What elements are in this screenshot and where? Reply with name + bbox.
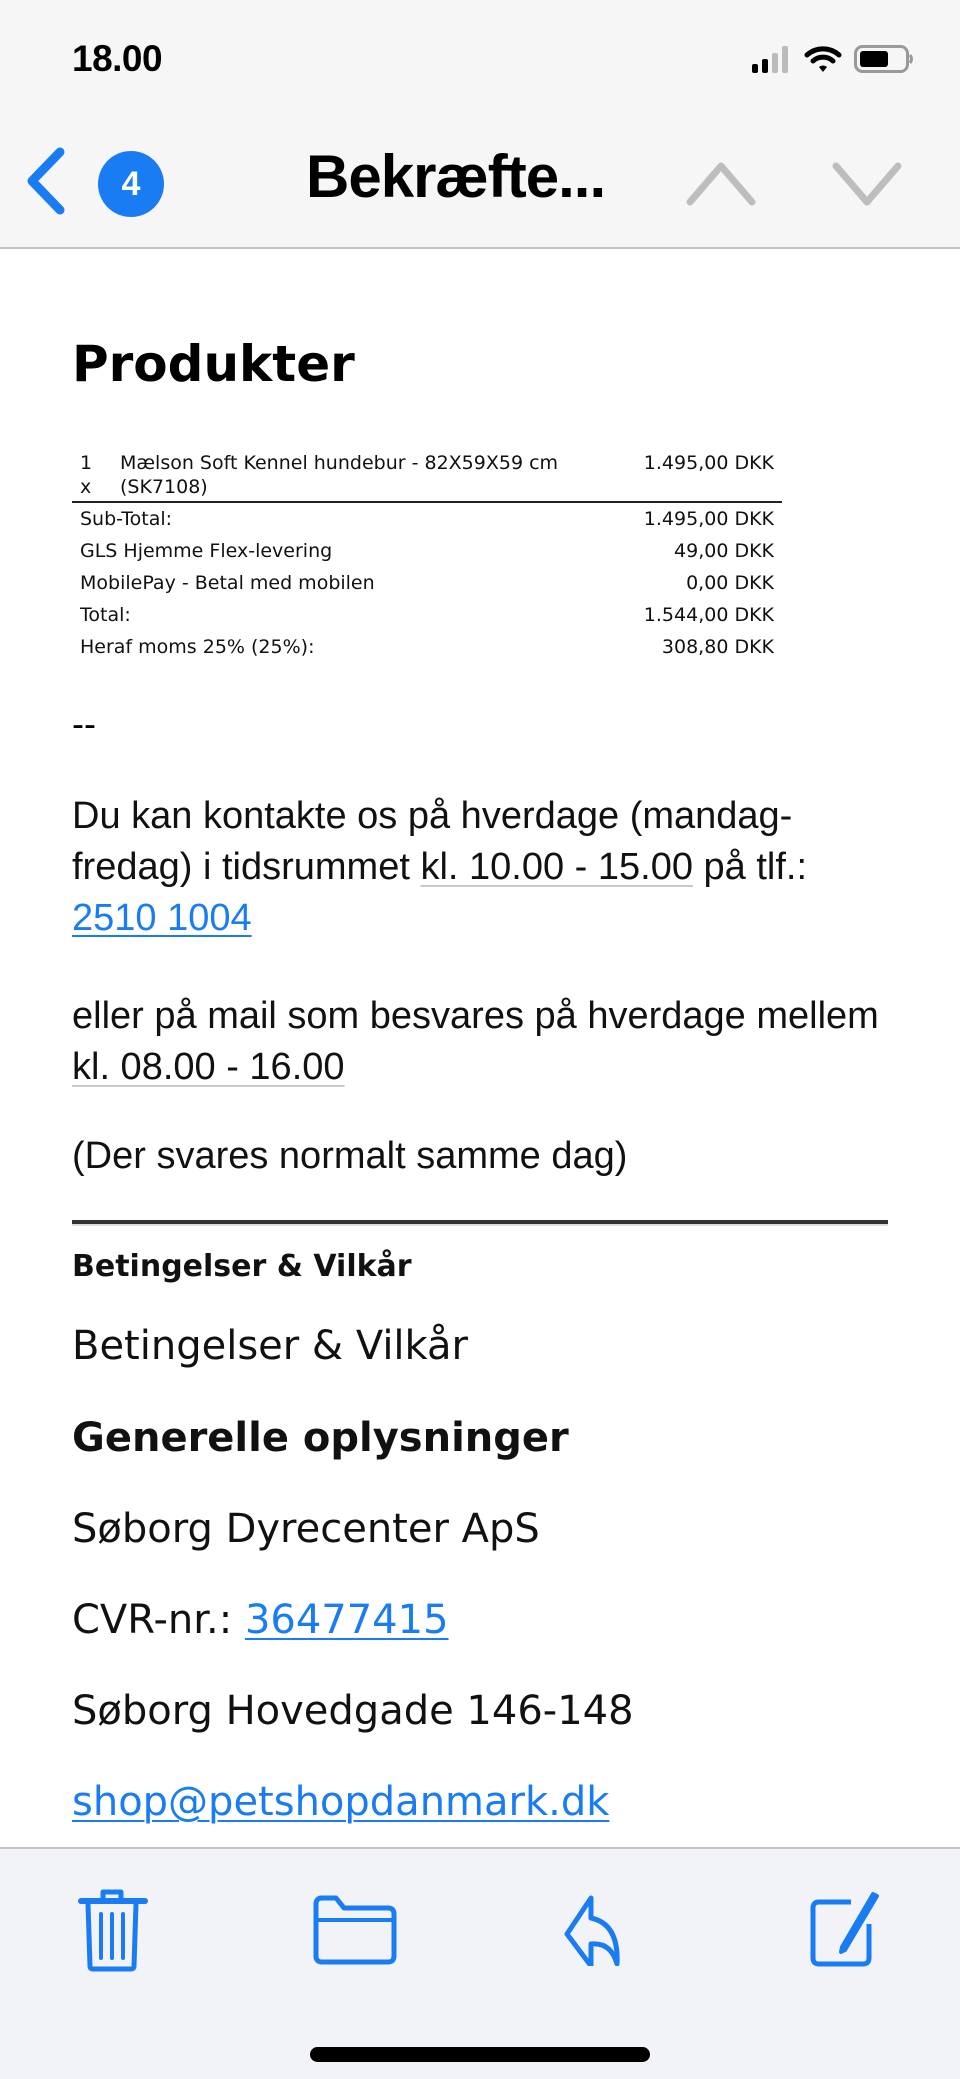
home-indicator[interactable] <box>310 2047 650 2062</box>
email-body[interactable] <box>0 251 960 1847</box>
next-message-button[interactable] <box>832 160 902 208</box>
signature-separator: -- <box>72 703 96 744</box>
compose-icon <box>807 1892 883 1968</box>
status-time: 18.00 <box>72 38 163 79</box>
email-subject-title: Bekræfte... <box>306 143 606 210</box>
move-to-folder-button[interactable] <box>310 1885 400 1975</box>
reply-icon <box>561 1894 641 1966</box>
cvr-number-link[interactable]: 36477415 <box>244 1597 449 1643</box>
cvr-line: CVR-nr.: 36477415 <box>72 1597 449 1643</box>
same-day-note: (Der svares normalt samme dag) <box>72 1135 628 1177</box>
battery-icon <box>854 44 914 78</box>
folder-icon <box>312 1894 398 1966</box>
trash-button[interactable] <box>68 1885 158 1975</box>
chevron-left-icon <box>22 146 72 216</box>
bottom-toolbar <box>0 1847 960 2079</box>
previous-message-button[interactable] <box>686 160 756 208</box>
compose-button[interactable] <box>800 1885 890 1975</box>
terms-heading: Betingelser & Vilkår <box>72 1323 468 1369</box>
wifi-icon <box>804 44 842 78</box>
chevron-up-icon <box>686 160 756 208</box>
trash-icon <box>73 1888 153 1972</box>
reply-button[interactable] <box>556 1885 646 1975</box>
cellular-signal-icon <box>752 44 792 78</box>
phone-hours[interactable]: kl. 10.00 - 15.00 <box>420 846 693 888</box>
order-table <box>72 451 782 663</box>
payment-row: MobilePay - Betal med mobilen 0,00 DKK <box>80 572 774 594</box>
email-hours[interactable]: kl. 08.00 - 16.00 <box>72 1046 345 1088</box>
products-heading: Produkter <box>72 335 355 393</box>
total-row: Total: 1.544,00 DKK <box>80 604 774 626</box>
item-price: 1.495,00 DKK <box>643 452 774 474</box>
contact-hours-paragraph: Du kan kontakte os på hverdage (mandag-fredag) i tidsrummet kl. 10.00 - 15.00 på tlf.: 2510 1004 <box>72 795 808 939</box>
terms-heading-small: Betingelser & Vilkår <box>72 1249 412 1284</box>
item-quantity: 1 x <box>80 452 93 498</box>
vat-row: Heraf moms 25% (25%): 308,80 DKK <box>80 636 774 658</box>
email-line <box>72 1779 609 1825</box>
shipping-row: GLS Hjemme Flex-levering 49,00 DKK <box>80 540 774 562</box>
chevron-down-icon <box>832 160 902 208</box>
shop-email-link[interactable]: shop@petshopdanmark.dk <box>72 1779 610 1825</box>
status-icons <box>752 44 914 78</box>
subtotal-row: Sub-Total: 1.495,00 DKK <box>80 508 774 530</box>
divider <box>72 1220 888 1224</box>
item-name: Mælson Soft Kennel hundebur - 82X59X59 cm (SK7108) <box>120 452 559 498</box>
navigation-header <box>0 0 960 249</box>
general-info-heading: Generelle oplysninger <box>72 1415 569 1461</box>
unread-count-badge[interactable]: 4 <box>98 151 164 217</box>
company-name: Søborg Dyrecenter ApS <box>72 1506 540 1552</box>
order-item-row <box>72 451 782 503</box>
phone-link[interactable]: 2510 1004 <box>72 897 252 939</box>
email-hours-paragraph: eller på mail som besvares på hverdage mellem kl. 08.00 - 16.00 <box>72 995 879 1088</box>
company-address: Søborg Hovedgade 146-148 <box>72 1688 634 1734</box>
back-button[interactable] <box>22 146 72 216</box>
